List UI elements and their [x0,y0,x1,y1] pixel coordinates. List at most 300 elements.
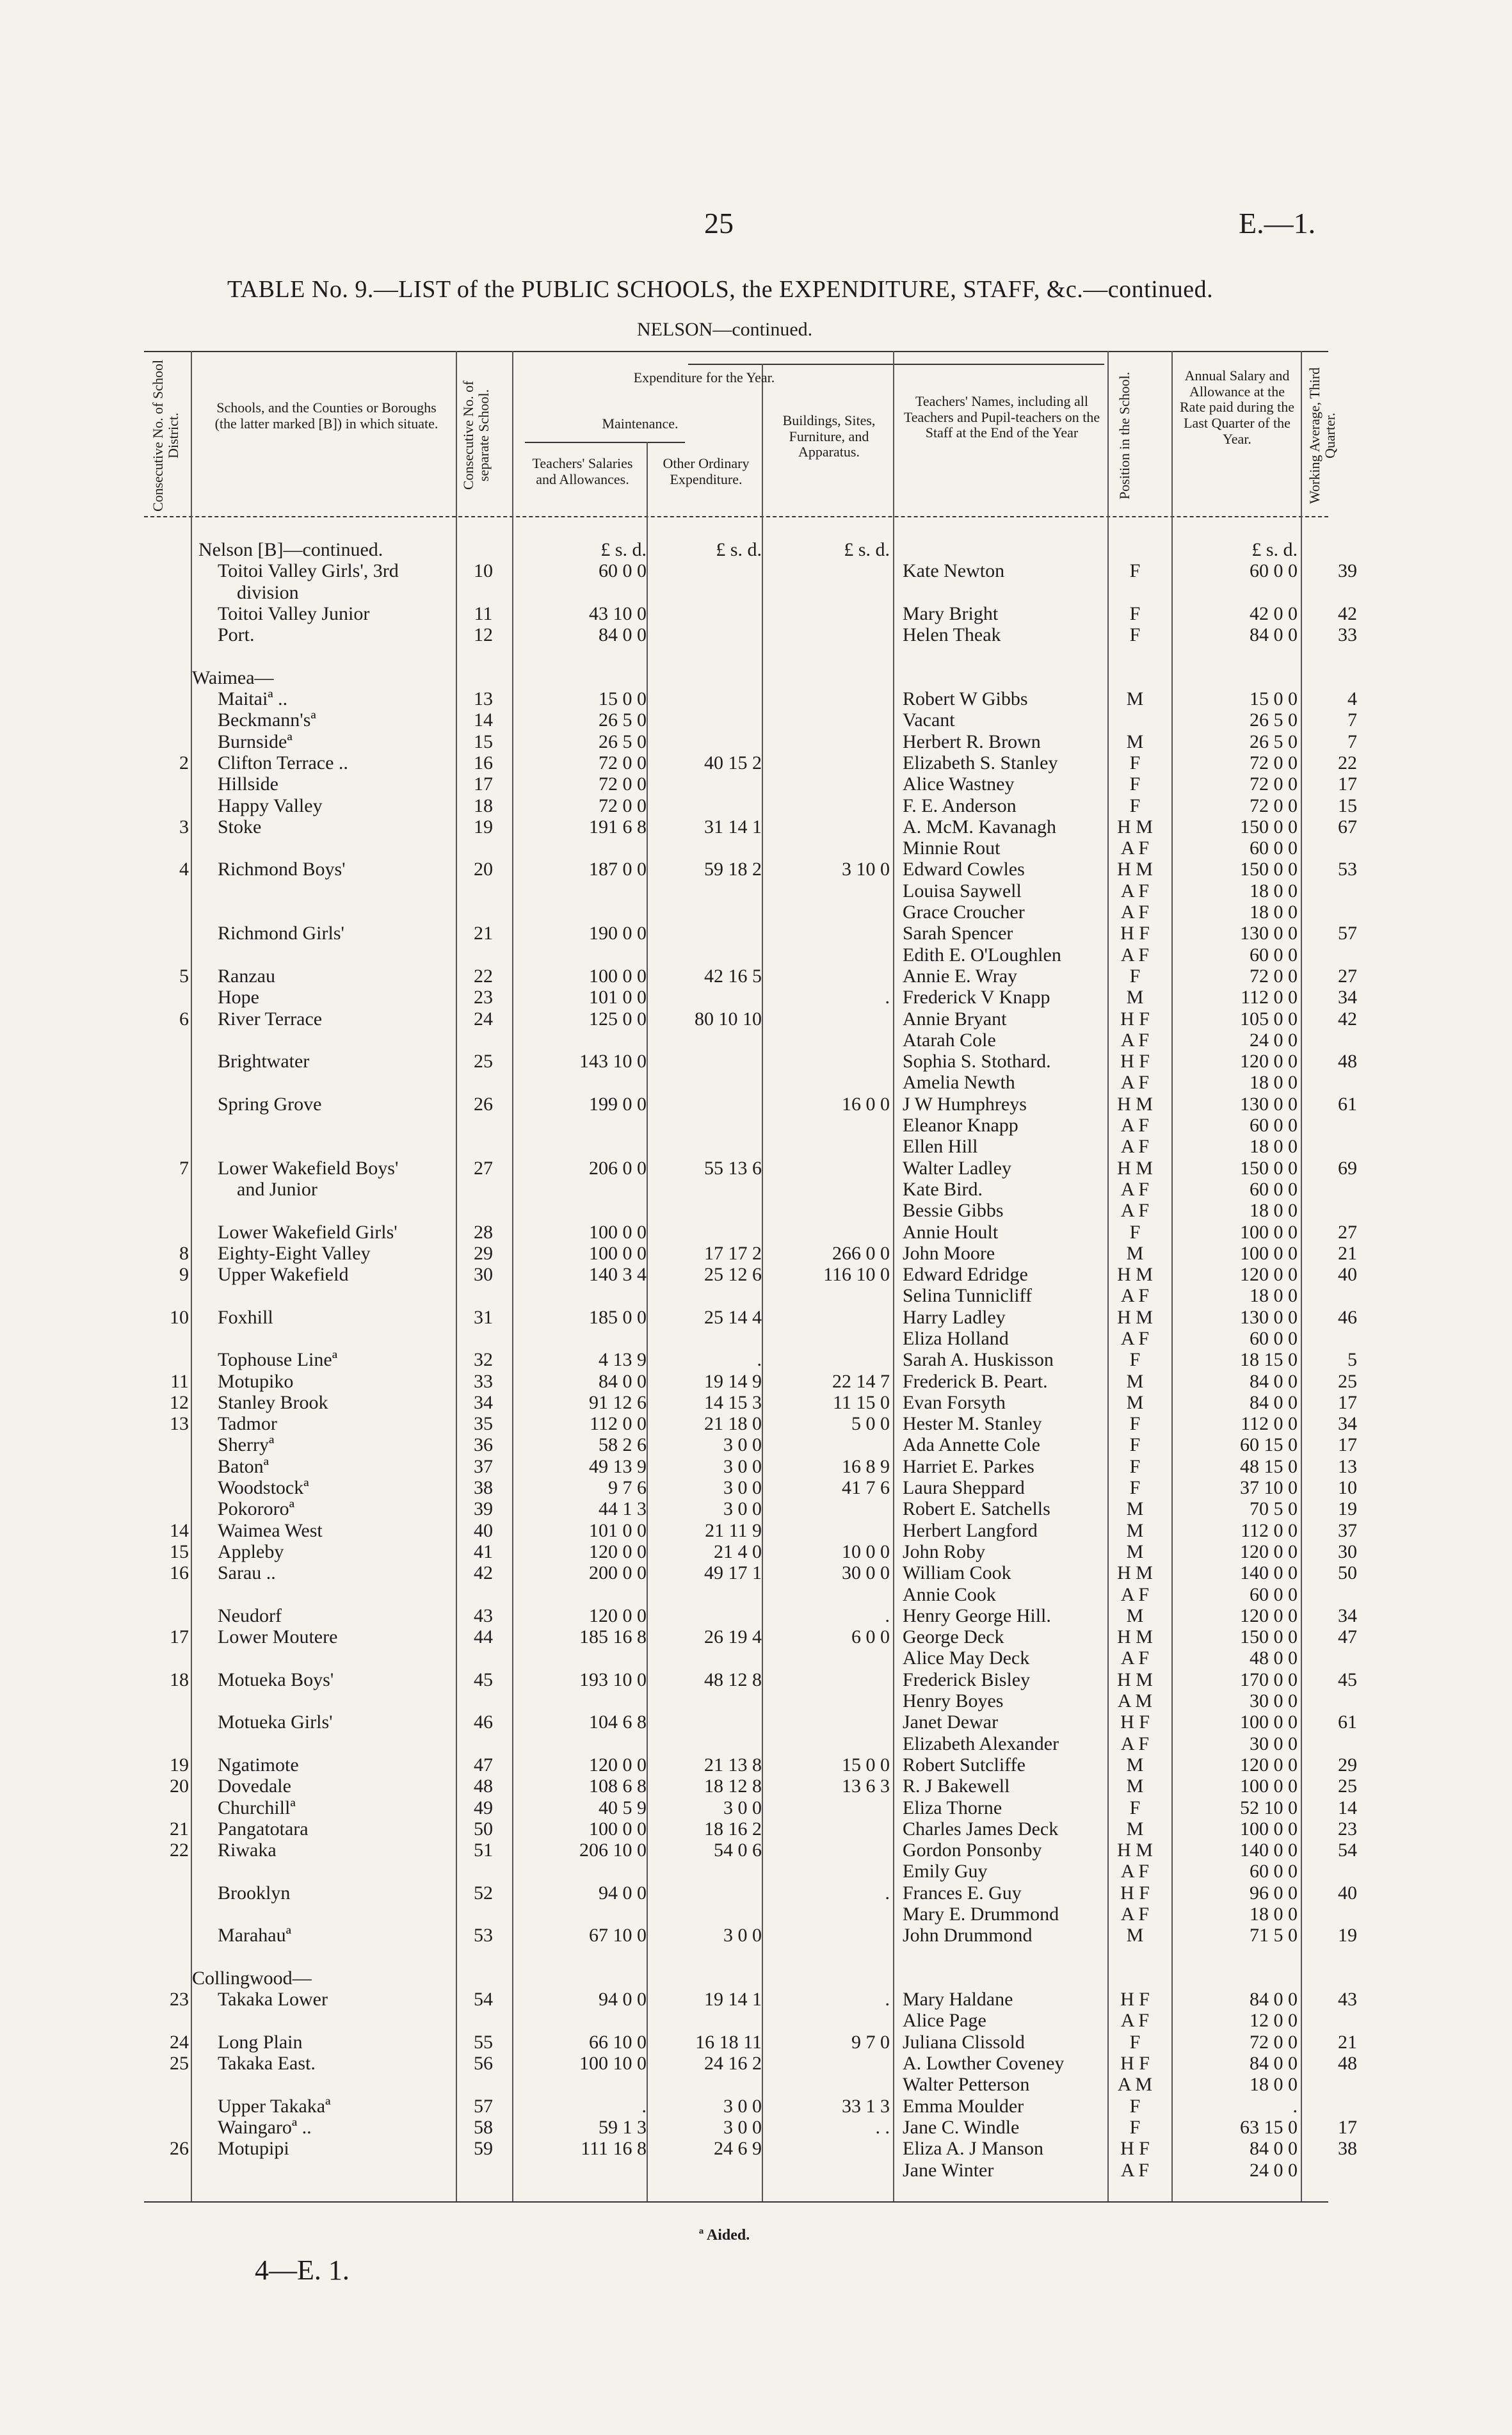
working-average-cell: 15 [1338,795,1357,816]
working-average-cell: 48 [1338,1051,1357,1072]
salaries-cell: 26 5 0 [599,731,647,752]
teacher-name-cell: George Deck [903,1626,1004,1648]
salaries-cell: 125 0 0 [589,1008,647,1030]
working-average-cell: 61 [1338,1711,1357,1733]
salaries-cell: 190 0 0 [589,923,647,944]
teacher-name-cell: Mary Bright [903,603,999,624]
table-title: TABLE No. 9.—LIST of the PUBLIC SCHOOLS, the EXPENDITURE, STAFF, &c.—continued. [227,276,1214,303]
annual-salary-cell: 26 5 0 [1250,709,1298,731]
table-row [0,1072,1512,1093]
salaries-cell: 100 10 0 [579,2053,647,2075]
position-cell: A F [1120,1200,1150,1222]
teacher-name-cell: Annie Hoult [903,1221,999,1243]
school-name-cell: Churchillª [218,1797,296,1818]
table-row [0,1818,1512,1840]
school-no-cell: 18 [474,795,493,816]
school-no-cell: 10 [474,560,493,582]
working-average-cell: 22 [1338,752,1357,773]
salaries-cell: 72 0 0 [599,773,647,795]
table-bottom-rule [144,2201,1328,2203]
table-row [0,2160,1512,2181]
position-cell: F [1129,1477,1141,1499]
position-cell: F [1129,2095,1141,2117]
school-name-cell: Hope [218,987,259,1008]
teacher-name-cell: Eliza Holland [903,1327,1009,1349]
position-cell: A F [1120,1072,1150,1094]
table-row [0,1498,1512,1519]
annual-salary-cell: 60 0 0 [1250,1861,1298,1882]
school-no-cell: 38 [474,1477,493,1499]
annual-salary-cell: 26 5 0 [1250,731,1298,752]
position-cell: A F [1120,837,1150,859]
position-cell: A M [1117,1690,1153,1712]
header-expenditure: Expenditure for the Year. [633,369,775,385]
salaries-cell: 84 0 0 [599,624,647,646]
table-row [0,603,1512,624]
position-cell: H M [1117,1264,1153,1286]
salaries-cell: 104 6 8 [589,1711,647,1733]
salaries-cell: 120 0 0 [589,1754,647,1776]
table-row [0,1434,1512,1455]
position-cell: M [1126,1498,1144,1520]
position-cell: M [1126,1818,1144,1840]
table-row [0,1030,1512,1051]
district-no-cell: 13 [170,1413,189,1435]
header-teachers: Teachers' Names, including all Teachers and Pupil-teachers on the Staff at the End of the Year [903,393,1100,441]
table-row [0,1371,1512,1392]
other-expenditure-cell: 49 17 1 [704,1562,762,1584]
table-row [0,859,1512,880]
school-name-cell: Motueka Girls' [218,1711,333,1733]
working-average-cell: 42 [1338,1008,1357,1030]
school-name-cell: Motueka Boys' [218,1669,334,1690]
position-cell: H F [1120,1882,1150,1904]
teacher-name-cell: Frances E. Guy [903,1882,1022,1904]
school-no-cell: 33 [474,1370,493,1392]
salaries-cell: 72 0 0 [599,795,647,816]
position-cell: F [1129,1413,1141,1435]
working-average-cell: 17 [1338,2116,1357,2138]
school-no-cell: 58 [474,2116,493,2138]
position-cell: H M [1117,1626,1153,1648]
working-average-cell: 23 [1338,1818,1357,1840]
position-cell: H F [1120,1711,1150,1733]
position-cell: F [1129,624,1141,646]
salaries-cell: 91 12 6 [589,1391,647,1413]
header-consec-district: Consecutive No. of School District. [150,359,182,512]
position-cell: H M [1117,1669,1153,1690]
position-cell: F [1129,1455,1141,1477]
table-row [0,1989,1512,2010]
position-cell: H F [1120,1008,1150,1030]
school-name-cell: Batonª [218,1455,269,1477]
page-number: 25 [704,207,734,239]
district-no-cell: 21 [170,1818,189,1840]
school-no-cell: 43 [474,1605,493,1626]
table-row [0,1861,1512,1882]
salaries-cell: 84 0 0 [599,1370,647,1392]
district-no-cell: 14 [170,1519,189,1541]
position-cell: A F [1120,2159,1150,2181]
table-row [0,816,1512,837]
table-row [0,1307,1512,1328]
salaries-cell: 26 5 0 [599,709,647,731]
salaries-cell: 101 0 0 [589,987,647,1008]
expenditure-rule [688,364,1104,365]
annual-salary-cell: 120 0 0 [1240,1605,1298,1626]
buildings-cell: . [885,1989,890,2010]
annual-salary-cell: 112 0 0 [1241,987,1298,1008]
annual-salary-cell: 24 0 0 [1250,2159,1298,2181]
buildings-cell: . [885,987,890,1008]
position-cell: F [1129,2031,1141,2053]
district-no-cell: 16 [170,1562,189,1584]
table-row [0,987,1512,1008]
school-name-cell: Nelson [B]—continued. [198,539,383,560]
table-row [0,1605,1512,1626]
other-expenditure-cell: 3 0 0 [723,1925,762,1946]
position-cell: M [1126,1242,1144,1264]
working-average-cell: 40 [1338,1882,1357,1904]
salaries-cell: 58 2 6 [599,1434,647,1456]
position-cell: F [1129,965,1141,987]
annual-salary-cell: 96 0 0 [1250,1882,1298,1904]
section-code: E.—1. [1239,207,1316,239]
header-schools: Schools, and the Counties or Boroughs (the latter marked [B]) in which situate. [214,400,438,432]
salaries-cell: 206 0 0 [589,1157,647,1179]
position-cell: F [1129,1349,1141,1371]
other-expenditure-cell: 3 0 0 [723,1797,762,1818]
table-row [0,1158,1512,1179]
teacher-name-cell: Elizabeth S. Stanley [903,752,1058,773]
annual-salary-cell: 150 0 0 [1240,1157,1298,1179]
salaries-cell: 120 0 0 [589,1605,647,1626]
district-no-cell: 12 [170,1391,189,1413]
school-name-cell: Clifton Terrace .. [218,752,348,773]
annual-salary-cell: 84 0 0 [1250,624,1298,646]
teacher-name-cell: Herbert R. Brown [903,731,1041,752]
buildings-cell: 16 0 0 [842,1093,890,1115]
school-no-cell: 17 [474,773,493,795]
table-row [0,1222,1512,1243]
working-average-cell: 5 [1347,1349,1357,1371]
other-expenditure-cell: 18 12 8 [704,1776,762,1797]
teacher-name-cell: Jane C. Windle [903,2116,1020,2138]
school-name-cell: Foxhill [218,1306,273,1328]
annual-salary-cell: 150 0 0 [1240,859,1298,880]
school-no-cell: 42 [474,1562,493,1584]
table-row [0,1349,1512,1370]
table-row [0,1115,1512,1136]
other-expenditure-cell: 16 18 11 [695,2031,762,2053]
position-cell: M [1126,1541,1144,1562]
annual-salary-cell: 120 0 0 [1240,1051,1298,1072]
buildings-cell: 116 10 0 [823,1264,890,1286]
header-consec-school: Consecutive No. of separate School. [460,380,492,490]
teacher-name-cell: Sophia S. Stothard. [903,1051,1051,1072]
school-name-cell: Tophouse Lineª [218,1349,337,1371]
table-row [0,1179,1512,1200]
position-cell: M [1126,731,1144,752]
position-cell: H M [1117,1093,1153,1115]
annual-salary-cell: 84 0 0 [1250,2138,1298,2160]
school-no-cell: 27 [474,1157,493,1179]
school-no-cell: 23 [474,987,493,1008]
salaries-cell: 193 10 0 [579,1669,647,1690]
annual-salary-cell: 60 15 0 [1240,1434,1298,1456]
district-no-cell: 18 [170,1669,189,1690]
annual-salary-cell: 130 0 0 [1240,923,1298,944]
annual-salary-cell: 18 0 0 [1250,902,1298,923]
working-average-cell: 69 [1338,1157,1357,1179]
working-average-cell: 17 [1338,1434,1357,1456]
table-row [0,1882,1512,1904]
school-no-cell: 15 [474,731,493,752]
position-cell: A F [1120,1115,1150,1137]
table-row [0,2032,1512,2053]
school-no-cell: 20 [474,859,493,880]
school-name-cell: Lower Wakefield Boys' [218,1157,399,1179]
buildings-cell: 11 15 0 [833,1391,890,1413]
other-expenditure-cell: 54 0 6 [714,1840,762,1861]
school-name-cell: and Junior [237,1178,318,1200]
school-name-cell: Upper Wakefield [218,1264,349,1286]
district-no-cell: 5 [179,965,189,987]
annual-salary-cell: . [1292,2095,1298,2117]
school-no-cell: 56 [474,2053,493,2075]
district-no-cell: 9 [179,1264,189,1286]
footnote-aided: ª Aided. [699,2227,750,2244]
position-cell: A F [1120,1178,1150,1200]
table-row [0,1733,1512,1754]
school-name-cell: Toitoi Valley Girls', 3rd [218,560,399,582]
table-row [0,2138,1512,2159]
table-row [0,1541,1512,1562]
school-no-cell: 11 [474,603,493,624]
school-name-cell: Neudorf [218,1605,282,1626]
other-expenditure-cell: 3 0 0 [723,1498,762,1520]
other-expenditure-cell: 55 13 6 [704,1157,762,1179]
annual-salary-cell: 84 0 0 [1250,1370,1298,1392]
annual-salary-cell: 18 0 0 [1250,1904,1298,1925]
buildings-cell: 13 6 3 [842,1776,890,1797]
other-expenditure-cell: 21 4 0 [714,1541,762,1562]
header-annual-salary: Annual Salary and Allowance at the Rate paid during the Last Quarter of the Year. [1179,368,1294,447]
school-name-cell: Upper Takakaª [218,2095,331,2117]
annual-salary-cell: 72 0 0 [1250,773,1298,795]
working-average-cell: 34 [1338,1605,1357,1626]
school-name-cell: Dovedale [218,1776,291,1797]
position-cell: M [1126,1391,1144,1413]
district-no-cell: 26 [170,2138,189,2160]
annual-salary-cell: £ s. d. [1251,539,1298,560]
table-row [0,1051,1512,1072]
salaries-cell: 143 10 0 [579,1051,647,1072]
annual-salary-cell: 37 10 0 [1240,1477,1298,1499]
working-average-cell: 43 [1338,1989,1357,2010]
teacher-name-cell: Louisa Saywell [903,880,1022,902]
school-no-cell: 46 [474,1711,493,1733]
table-row [0,752,1512,773]
teacher-name-cell: William Cook [903,1562,1011,1584]
school-name-cell: Stoke [218,816,262,837]
salaries-cell: 72 0 0 [599,752,647,773]
annual-salary-cell: 112 0 0 [1241,1519,1298,1541]
annual-salary-cell: 12 0 0 [1250,2010,1298,2032]
other-expenditure-cell: 21 11 9 [705,1519,762,1541]
salaries-cell: 101 0 0 [589,1519,647,1541]
annual-salary-cell: 72 0 0 [1250,2031,1298,2053]
school-no-cell: 26 [474,1093,493,1115]
school-no-cell: 57 [474,2095,493,2117]
teacher-name-cell: Frederick Bisley [903,1669,1031,1690]
school-name-cell: Ranzau [218,965,275,987]
teacher-name-cell: Sarah Spencer [903,923,1013,944]
teacher-name-cell: Kate Bird. [903,1178,983,1200]
buildings-cell: 10 0 0 [842,1541,890,1562]
footer-signature: 4—E. 1. [255,2254,350,2286]
school-no-cell: 14 [474,709,493,731]
teacher-name-cell: Frederick B. Peart. [903,1370,1048,1392]
teacher-name-cell: Atarah Cole [903,1029,996,1051]
teacher-name-cell: R. J Bakewell [903,1776,1010,1797]
working-average-cell: 27 [1338,1221,1357,1243]
table-row [0,1711,1512,1733]
school-no-cell: 34 [474,1391,493,1413]
annual-salary-cell: 70 5 0 [1250,1498,1298,1520]
position-cell: A F [1120,902,1150,923]
position-cell: F [1129,603,1141,624]
annual-salary-cell: 120 0 0 [1240,1541,1298,1562]
school-no-cell: 13 [474,688,493,710]
teacher-name-cell: Minnie Rout [903,837,1001,859]
teacher-name-cell: F. E. Anderson [903,795,1017,816]
working-average-cell: 25 [1338,1370,1357,1392]
school-name-cell: Hillside [218,773,278,795]
teacher-name-cell: Selina Tunnicliff [903,1285,1032,1307]
working-average-cell: 14 [1338,1797,1357,1818]
table-row [0,1754,1512,1776]
position-cell: A M [1117,2074,1153,2096]
other-expenditure-cell: 24 16 2 [704,2053,762,2075]
position-cell: A F [1120,1647,1150,1669]
buildings-cell: 5 0 0 [851,1413,890,1435]
salaries-cell: 100 0 0 [589,1818,647,1840]
teacher-name-cell: Harry Ladley [903,1306,1006,1328]
position-cell: M [1126,688,1144,710]
school-no-cell: 29 [474,1242,493,1264]
school-name-cell: Spring Grove [218,1093,322,1115]
position-cell: A F [1120,1029,1150,1051]
annual-salary-cell: 100 0 0 [1240,1776,1298,1797]
working-average-cell: 40 [1338,1264,1357,1286]
salaries-cell: 140 3 4 [589,1264,647,1286]
school-name-cell: Ngatimote [218,1754,299,1776]
school-name-cell: Port. [218,624,255,646]
annual-salary-cell: 18 0 0 [1250,2074,1298,2096]
position-cell: A F [1120,1285,1150,1307]
teacher-name-cell: Vacant [903,709,955,731]
teacher-name-cell: Henry George Hill. [903,1605,1051,1626]
table-row [0,731,1512,752]
working-average-cell: 19 [1338,1925,1357,1946]
working-average-cell: 21 [1338,1242,1357,1264]
header-salaries: Teachers' Salaries and Allowances. [532,455,633,487]
other-expenditure-cell: 21 18 0 [704,1413,762,1435]
annual-salary-cell: 48 0 0 [1250,1647,1298,1669]
school-no-cell: 47 [474,1754,493,1776]
salaries-cell: £ s. d. [600,539,647,560]
position-cell: A F [1120,1861,1150,1882]
position-cell: H F [1120,2053,1150,2075]
other-expenditure-cell: 24 6 9 [714,2138,762,2160]
header-attendance: Working Average, Third Quarter. [1307,367,1339,504]
annual-salary-cell: 130 0 0 [1240,1306,1298,1328]
position-cell: A F [1120,880,1150,902]
table-row [0,1925,1512,1946]
annual-salary-cell: 18 0 0 [1250,1136,1298,1158]
annual-salary-cell: 18 15 0 [1240,1349,1298,1371]
table-row [0,1647,1512,1669]
other-expenditure-cell: 80 10 10 [695,1008,762,1030]
school-no-cell: 54 [474,1989,493,2010]
district-no-cell: 24 [170,2031,189,2053]
table-row [0,624,1512,645]
annual-salary-cell: 120 0 0 [1240,1754,1298,1776]
position-cell: H F [1120,1051,1150,1072]
teacher-name-cell: Ada Annette Cole [903,1434,1040,1456]
table-row [0,837,1512,859]
other-expenditure-cell: 19 14 1 [704,1989,762,2010]
school-no-cell: 59 [474,2138,493,2160]
buildings-cell: . [885,1605,890,1626]
table-row [0,1690,1512,1711]
school-name-cell: River Terrace [218,1008,323,1030]
school-name-cell: Woodstockª [218,1477,309,1499]
table-row [0,2074,1512,2095]
working-average-cell: 54 [1338,1840,1357,1861]
school-name-cell: Toitoi Valley Junior [218,603,370,624]
salaries-cell: 200 0 0 [589,1562,647,1584]
position-cell: A F [1120,1327,1150,1349]
annual-salary-cell: 130 0 0 [1240,1093,1298,1115]
teacher-name-cell: Edward Edridge [903,1264,1028,1286]
annual-salary-cell: 60 0 0 [1250,1583,1298,1605]
table-row [0,1904,1512,1925]
annual-salary-cell: 84 0 0 [1250,1989,1298,2010]
annual-salary-cell: 60 0 0 [1250,1327,1298,1349]
district-no-cell: 11 [170,1370,189,1392]
salaries-cell: 185 0 0 [589,1306,647,1328]
annual-salary-cell: 60 0 0 [1250,1115,1298,1137]
table-row [0,1840,1512,1861]
salaries-cell: 185 16 8 [579,1626,647,1648]
position-cell: H M [1117,1306,1153,1328]
buildings-cell: 9 7 0 [851,2031,890,2053]
teacher-name-cell: Evan Forsyth [903,1391,1006,1413]
working-average-cell: 13 [1338,1455,1357,1477]
district-no-cell: 20 [170,1776,189,1797]
school-no-cell: 19 [474,816,493,837]
teacher-name-cell: Elizabeth Alexander [903,1733,1059,1754]
maintenance-rule [525,442,685,443]
other-expenditure-cell: 3 0 0 [723,1434,762,1456]
teacher-name-cell: Grace Croucher [903,902,1025,923]
other-expenditure-cell: 40 15 2 [704,752,762,773]
school-name-cell: Brooklyn [218,1882,291,1904]
salaries-cell: . [641,2095,647,2117]
table-row [0,1669,1512,1690]
